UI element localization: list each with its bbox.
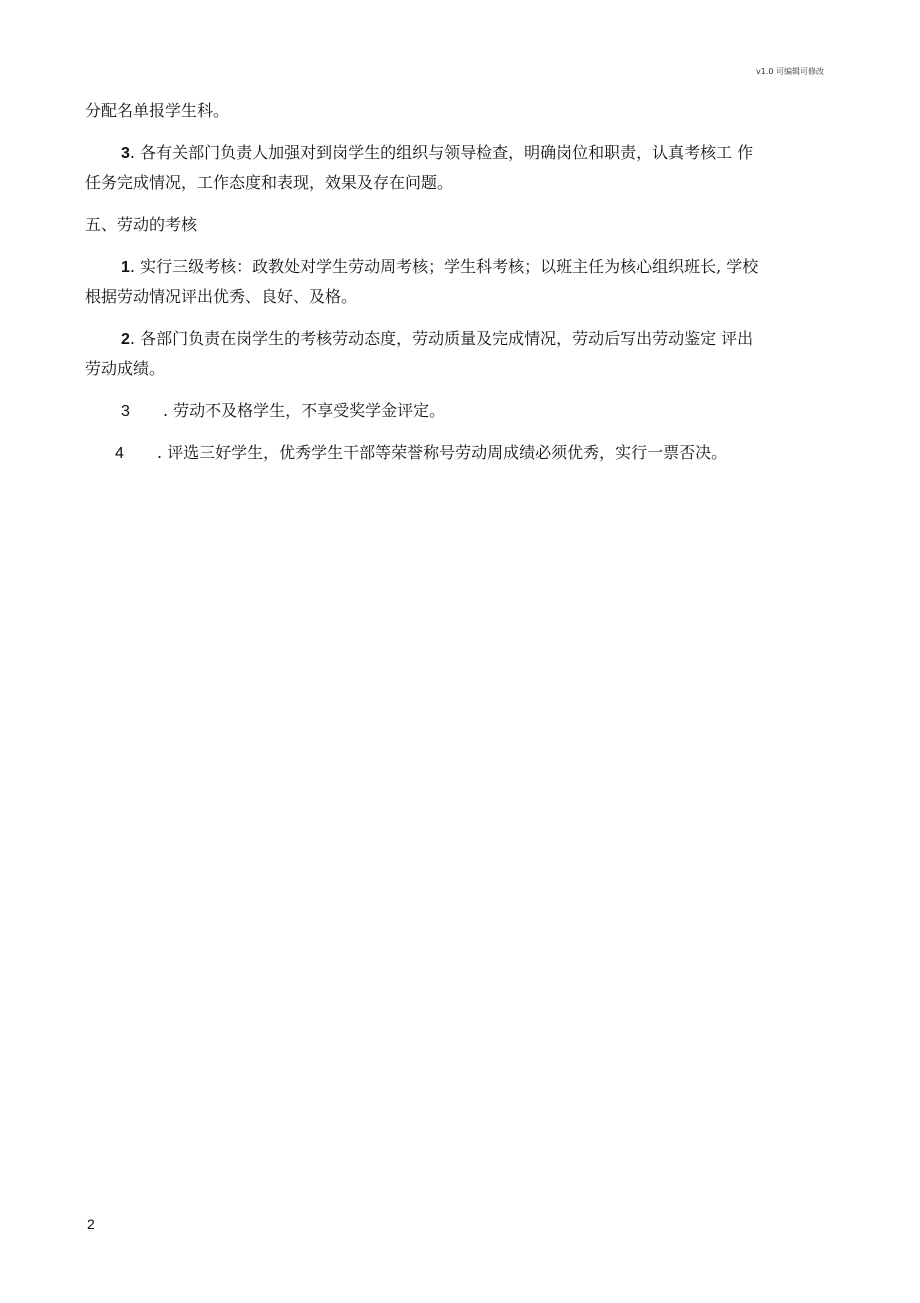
text-line [85, 324, 813, 354]
item-number: 3 [121, 145, 130, 162]
paragraph-item-4 [85, 438, 813, 468]
paragraph-item-2 [85, 324, 813, 384]
text-line [85, 438, 813, 468]
paragraph-item-3b [85, 396, 813, 426]
text-line [85, 252, 813, 282]
section-heading [85, 210, 813, 240]
item-number: 1 [121, 259, 130, 276]
item-number: 3 [121, 403, 130, 420]
item-text: . 劳动不及格学生，不享受奖学金评定。 [163, 401, 446, 420]
item-text: . 评选三好学生，优秀学生干部等荣誉称号劳动周成绩必须优秀，实行一票否决。 [157, 443, 728, 462]
item-number: 2 [121, 331, 130, 348]
paragraph-item-3a [85, 138, 813, 198]
text-line: 分配名单报学生科。 [85, 101, 230, 120]
text-line [85, 396, 813, 426]
item-text: . 各有关部门负责人加强对到岗学生的组织与领导检查，明确岗位和职责，认真考核工 作 [129, 143, 754, 162]
document-body [85, 96, 813, 468]
paragraph-item-1 [85, 252, 813, 312]
page-number: 2 [87, 1216, 95, 1232]
text-line: 劳动成绩。 [85, 359, 166, 378]
item-number: 4 [115, 445, 124, 462]
item-text: . 实行三级考核：政教处对学生劳动周考核；学生科考核；以班主任为核心组织班长, 学校 [129, 257, 759, 276]
text-line: 根据劳动情况评出优秀、良好、及格。 [85, 287, 358, 306]
paragraph-continuation [85, 96, 813, 126]
text-line: 任务完成情况，工作态度和表现，效果及存在问题。 [85, 173, 454, 192]
text-line [85, 138, 813, 168]
item-text: . 各部门负责在岗学生的考核劳动态度，劳动质量及完成情况，劳动后写出劳动鉴定 评出 [129, 329, 754, 348]
heading-text: 五、劳动的考核 [85, 215, 198, 234]
version-note: v1.0 可编辑可修改 [756, 67, 824, 76]
